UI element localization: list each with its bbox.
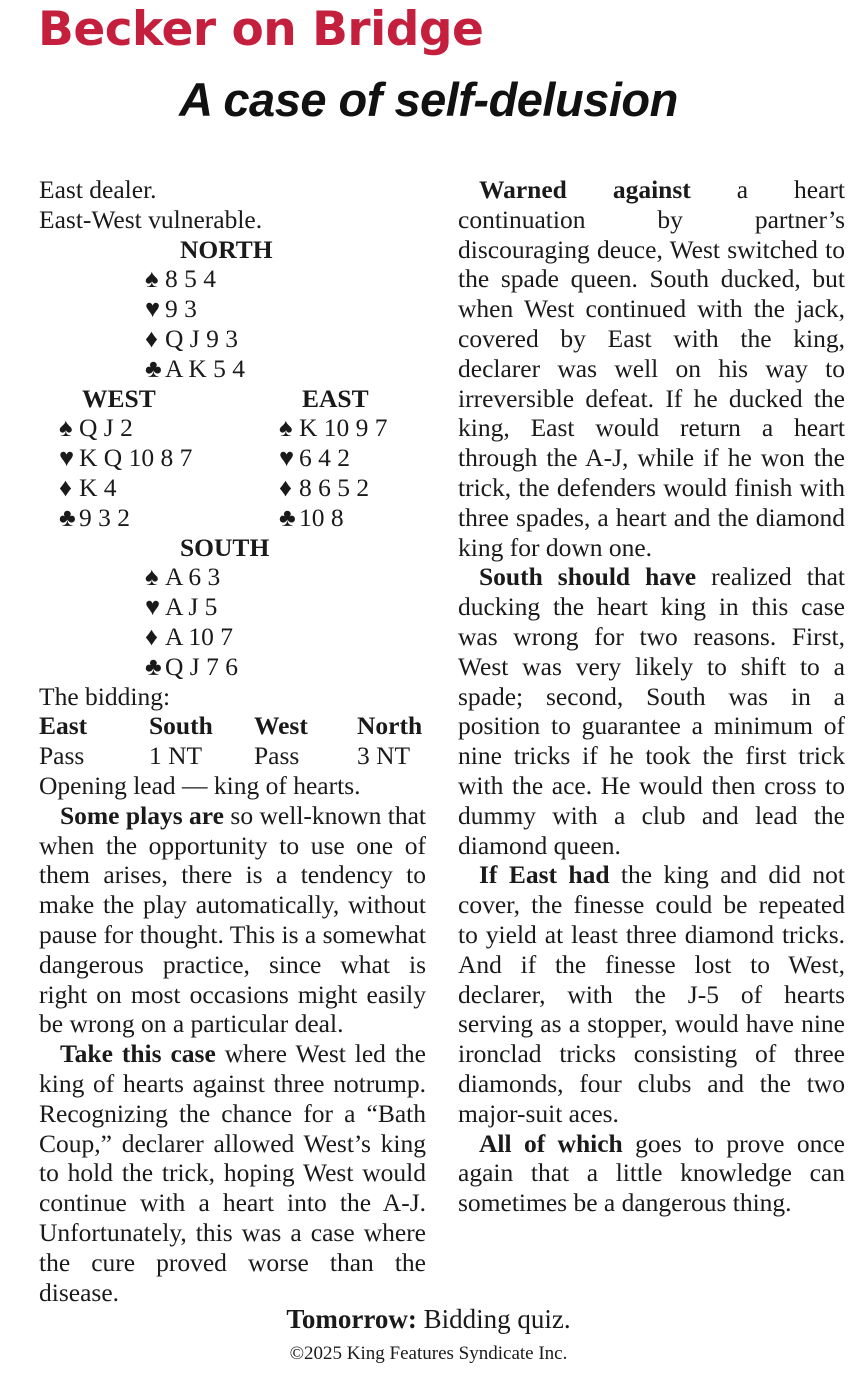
south-label: SOUTH (180, 532, 270, 562)
paragraph: South should have realized that ducking the heart king in this case was wrong for two reasons. First, West was very likely to shift to a spade; second, South was in a position to guarantee a minimum of nine tricks if he took the first trick with the ace. He would then cross to dummy with a club and lead the diamond queen. (458, 562, 846, 860)
paragraph: Some plays are so well-known that when the opportunity to use one of them arises, there is a tendency to make the play automatically, without pause for thought. This is a somewhat dangerous practice, since what is right on most occasions might easily be wrong on a particular deal. (39, 800, 426, 1039)
opening-lead: Opening lead — king of hearts. (39, 770, 361, 800)
south-hearts: ♥ A J 5 (145, 592, 218, 622)
spade-icon: ♠ (279, 413, 293, 443)
west-clubs: ♣ 9 3 2 (59, 502, 130, 532)
headline: A case of self-delusion (179, 73, 678, 126)
dealer-line: East dealer. (39, 175, 157, 204)
bid-west: Pass (254, 741, 300, 771)
west-diamonds: ♦ K 4 (59, 472, 117, 502)
bidding-row (39, 741, 426, 771)
east-label: EAST (302, 383, 369, 413)
bidding-header-west: West (254, 711, 308, 741)
right-column (458, 175, 845, 1218)
paragraph: If East had the king and did not cover, the finesse could be repeated to yield at least three diamond tricks. And if the finesse lost to West, declarer, with the J-5 of hearts serving as a stopper, would have nine ironclad tricks consisting of three diamonds, four clubs and the two major-suit aces. (458, 860, 845, 1128)
bidding-header-east: East (39, 711, 88, 741)
east-clubs: ♣ 10 8 (279, 502, 344, 532)
left-column (39, 175, 426, 1307)
west-spades: ♠ Q J 2 (59, 413, 133, 443)
north-hearts: ♥ 9 3 (145, 294, 197, 324)
paragraph: Warned against a heart continuation by partner’s discouraging deuce, West switched to the spade queen. South ducked, but when West continued with the jack, covered by East with the king, declarer was well on his way to irreversible defeat. If he ducked the king, East would return a heart through the A-J, while if he won the trick, the defenders would finish with three spades, a heart and the diamond king for down one. (458, 175, 846, 562)
west-hearts: ♥ K Q 10 8 7 (59, 443, 193, 473)
club-icon: ♣ (59, 502, 76, 532)
paragraph: All of which goes to prove once again that a little knowledge can sometimes be a dangerous thing. (458, 1128, 845, 1218)
copyright: ©2025 King Features Syndicate Inc. (289, 1343, 568, 1364)
east-spades: ♠ K 10 9 7 (279, 413, 388, 443)
east-diamonds: ♦ 8 6 5 2 (279, 472, 370, 502)
south-spades: ♠ A 6 3 (145, 562, 221, 592)
heart-icon: ♥ (145, 592, 161, 622)
tomorrow-text: Bidding quiz. (416, 1304, 571, 1334)
south-hand (145, 533, 269, 682)
north-spades: ♠ 8 5 4 (145, 264, 216, 294)
heart-icon: ♥ (59, 443, 75, 473)
tomorrow-line (0, 1304, 857, 1335)
north-label: NORTH (180, 234, 273, 264)
east-hand (279, 384, 388, 533)
heart-icon: ♥ (145, 294, 161, 324)
diamond-icon: ♦ (59, 472, 73, 502)
bidding-intro: The bidding: (39, 681, 171, 711)
north-clubs: ♣ A K 5 4 (145, 353, 246, 383)
bid-north: 3 NT (357, 741, 411, 771)
south-diamonds: ♦ A 10 7 (145, 621, 234, 651)
bid-east: Pass (39, 741, 85, 771)
bidding-header-north: North (357, 711, 423, 741)
heart-icon: ♥ (279, 443, 295, 473)
bidding-header-row (39, 711, 426, 741)
north-hand (145, 235, 273, 384)
vulnerability-line: East-West vulnerable. (39, 204, 263, 234)
paragraph: Take this case where West led the king of hearts against three notrump. Recognizing the chance for a “Bath Coup,” declarer allowed West’s king to hold the trick, hoping West would continue with a heart into the A-J. Unfortunately, this was a case where the cure proved worse than the disease. (39, 1039, 426, 1307)
club-icon: ♣ (145, 353, 162, 383)
spade-icon: ♠ (59, 413, 73, 443)
column-title: Becker on Bridge (38, 2, 484, 57)
club-icon: ♣ (279, 502, 296, 532)
bid-south: 1 NT (149, 741, 203, 771)
diamond-icon: ♦ (145, 621, 159, 651)
tomorrow-label: Tomorrow: (286, 1304, 417, 1334)
deal-diagram (39, 235, 426, 682)
bidding-table (39, 711, 426, 771)
south-clubs: ♣ Q J 7 6 (145, 651, 238, 681)
spade-icon: ♠ (145, 264, 159, 294)
north-diamonds: ♦ Q J 9 3 (145, 323, 238, 353)
bidding-header-south: South (149, 711, 213, 741)
spade-icon: ♠ (145, 562, 159, 592)
west-label: WEST (82, 383, 156, 413)
east-hearts: ♥ 6 4 2 (279, 443, 350, 473)
diamond-icon: ♦ (279, 472, 293, 502)
west-hand (59, 384, 192, 533)
diamond-icon: ♦ (145, 323, 159, 353)
club-icon: ♣ (145, 651, 162, 681)
